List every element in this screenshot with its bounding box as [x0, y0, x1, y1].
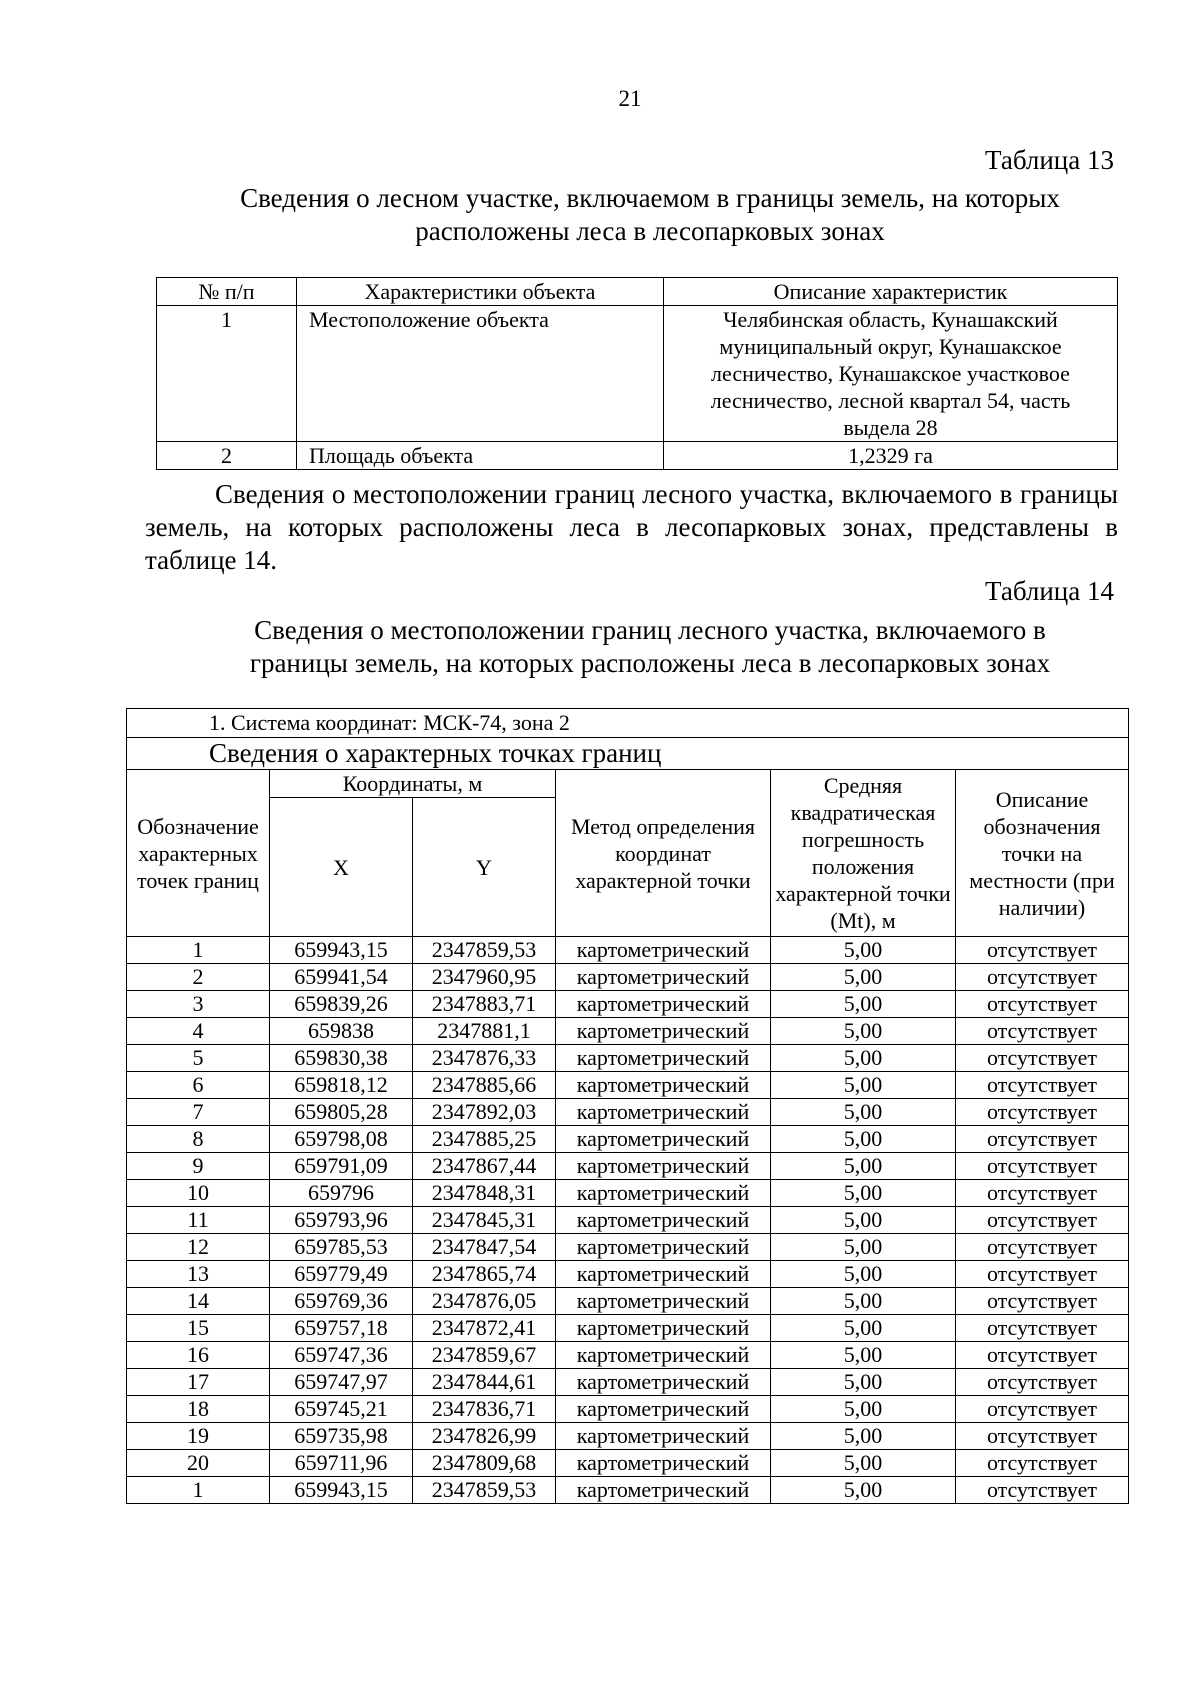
cell-x: 659941,54	[270, 964, 413, 991]
coordinate-system-row	[127, 709, 1129, 738]
cell-method: картометрический	[556, 1207, 771, 1234]
table13-cell-num: 1	[157, 306, 297, 442]
cell-error: 5,00	[771, 937, 956, 964]
table13-label: Таблица 13	[985, 145, 1114, 175]
cell-method: картометрический	[556, 1423, 771, 1450]
cell-y: 2347859,53	[413, 1477, 556, 1504]
cell-point: 5	[127, 1045, 270, 1072]
table-row	[127, 1207, 1129, 1234]
cell-error: 5,00	[771, 1153, 956, 1180]
cell-desc: отсутствует	[956, 1450, 1129, 1477]
cell-point: 1	[127, 937, 270, 964]
cell-desc: отсутствует	[956, 1477, 1129, 1504]
cell-x: 659793,96	[270, 1207, 413, 1234]
cell-x: 659745,21	[270, 1396, 413, 1423]
cell-error: 5,00	[771, 1477, 956, 1504]
table13-header-characteristic: Характеристики объекта	[297, 278, 664, 306]
reference-paragraph-text: Сведения о местоположении границ лесного участка, включаемого в границы земель, на которых расположены леса в лесопарковых зонах, представлены в таблице 14.	[145, 479, 1118, 575]
cell-point: 13	[127, 1261, 270, 1288]
cell-error: 5,00	[771, 1342, 956, 1369]
header-method: Метод определения координат характерной точки	[556, 770, 771, 937]
cell-error: 5,00	[771, 1396, 956, 1423]
table-row	[127, 937, 1129, 964]
table13-cell-desc: Челябинская область, Кунашакский муниципальный округ, Кунашакское лесничество, Кунашакское участковое лесничество, лесной квартал 54, часть выдела 28	[664, 306, 1118, 442]
cell-error: 5,00	[771, 1045, 956, 1072]
cell-x: 659838	[270, 1018, 413, 1045]
table-row	[127, 1342, 1129, 1369]
cell-x: 659757,18	[270, 1315, 413, 1342]
cell-y: 2347885,66	[413, 1072, 556, 1099]
cell-error: 5,00	[771, 1315, 956, 1342]
cell-desc: отсутствует	[956, 1180, 1129, 1207]
cell-error: 5,00	[771, 1207, 956, 1234]
cell-y: 2347867,44	[413, 1153, 556, 1180]
reference-paragraph	[145, 478, 1118, 577]
table13-header-num: № п/п	[157, 278, 297, 306]
cell-x: 659747,97	[270, 1369, 413, 1396]
table14	[126, 708, 1129, 1504]
cell-point: 10	[127, 1180, 270, 1207]
cell-x: 659805,28	[270, 1099, 413, 1126]
cell-y: 2347826,99	[413, 1423, 556, 1450]
table-row	[127, 1369, 1129, 1396]
cell-y: 2347885,25	[413, 1126, 556, 1153]
cell-x: 659711,96	[270, 1450, 413, 1477]
coordinate-system: 1. Система координат: МСК-74, зона 2	[127, 709, 1129, 738]
cell-x: 659785,53	[270, 1234, 413, 1261]
cell-point: 7	[127, 1099, 270, 1126]
cell-y: 2347836,71	[413, 1396, 556, 1423]
cell-error: 5,00	[771, 1288, 956, 1315]
cell-point: 15	[127, 1315, 270, 1342]
cell-error: 5,00	[771, 1261, 956, 1288]
cell-method: картометрический	[556, 1180, 771, 1207]
cell-error: 5,00	[771, 1180, 956, 1207]
table-row	[127, 1153, 1129, 1180]
cell-y: 2347859,67	[413, 1342, 556, 1369]
cell-point: 11	[127, 1207, 270, 1234]
table-row	[127, 991, 1129, 1018]
cell-point: 20	[127, 1450, 270, 1477]
cell-method: картометрический	[556, 1369, 771, 1396]
cell-desc: отсутствует	[956, 937, 1129, 964]
cell-y: 2347881,1	[413, 1018, 556, 1045]
cell-point: 9	[127, 1153, 270, 1180]
cell-error: 5,00	[771, 1423, 956, 1450]
cell-desc: отсутствует	[956, 1261, 1129, 1288]
cell-method: картометрический	[556, 1099, 771, 1126]
cell-x: 659943,15	[270, 937, 413, 964]
section-title: Сведения о характерных точках границ	[127, 738, 1129, 770]
cell-y: 2347848,31	[413, 1180, 556, 1207]
cell-desc: отсутствует	[956, 1072, 1129, 1099]
table-row	[157, 306, 1118, 442]
cell-method: картометрический	[556, 1450, 771, 1477]
table13-caption	[150, 182, 1150, 248]
table-row	[127, 1234, 1129, 1261]
cell-method: картометрический	[556, 1153, 771, 1180]
cell-point: 8	[127, 1126, 270, 1153]
table-row	[127, 1045, 1129, 1072]
cell-error: 5,00	[771, 1450, 956, 1477]
table13-cell-name: Местоположение объекта	[297, 306, 664, 442]
cell-y: 2347845,31	[413, 1207, 556, 1234]
cell-x: 659839,26	[270, 991, 413, 1018]
cell-error: 5,00	[771, 1099, 956, 1126]
cell-y: 2347865,74	[413, 1261, 556, 1288]
cell-point: 16	[127, 1342, 270, 1369]
header-error: Средняя квадратическая погрешность положения характерной точки (Mt), м	[771, 770, 956, 937]
table13-cell-desc: 1,2329 га	[664, 442, 1118, 470]
cell-x: 659798,08	[270, 1126, 413, 1153]
cell-error: 5,00	[771, 1369, 956, 1396]
table13-caption-line2: расположены леса в лесопарковых зонах	[415, 216, 885, 246]
cell-point: 12	[127, 1234, 270, 1261]
cell-point: 3	[127, 991, 270, 1018]
cell-method: картометрический	[556, 1234, 771, 1261]
table-row	[157, 442, 1118, 470]
cell-method: картометрический	[556, 1477, 771, 1504]
table13-caption-line1: Сведения о лесном участке, включаемом в границы земель, на которых	[240, 183, 1060, 213]
cell-y: 2347872,41	[413, 1315, 556, 1342]
cell-desc: отсутствует	[956, 964, 1129, 991]
cell-method: картометрический	[556, 1288, 771, 1315]
table-row	[127, 1099, 1129, 1126]
table-row	[127, 1450, 1129, 1477]
cell-method: картометрический	[556, 1072, 771, 1099]
cell-desc: отсутствует	[956, 1396, 1129, 1423]
cell-method: картометрический	[556, 1396, 771, 1423]
cell-x: 659735,98	[270, 1423, 413, 1450]
cell-y: 2347844,61	[413, 1369, 556, 1396]
cell-desc: отсутствует	[956, 1288, 1129, 1315]
table-row	[127, 1288, 1129, 1315]
table-row	[127, 1477, 1129, 1504]
cell-y: 2347876,05	[413, 1288, 556, 1315]
cell-desc: отсутствует	[956, 1207, 1129, 1234]
table-row	[127, 1180, 1129, 1207]
cell-x: 659791,09	[270, 1153, 413, 1180]
cell-y: 2347809,68	[413, 1450, 556, 1477]
header-x: X	[270, 798, 413, 937]
cell-method: картометрический	[556, 1261, 771, 1288]
cell-desc: отсутствует	[956, 1234, 1129, 1261]
cell-point: 2	[127, 964, 270, 991]
cell-point: 17	[127, 1369, 270, 1396]
table-row	[127, 1072, 1129, 1099]
table13-cell-num: 2	[157, 442, 297, 470]
cell-point: 14	[127, 1288, 270, 1315]
cell-desc: отсутствует	[956, 1342, 1129, 1369]
cell-error: 5,00	[771, 1072, 956, 1099]
page-number: 21	[618, 86, 642, 111]
table-row	[127, 1396, 1129, 1423]
table14-body	[127, 937, 1129, 1504]
table13-cell-name: Площадь объекта	[297, 442, 664, 470]
cell-method: картометрический	[556, 1342, 771, 1369]
table-row	[127, 1126, 1129, 1153]
table-row	[127, 1315, 1129, 1342]
section-title-row	[127, 738, 1129, 770]
cell-point: 19	[127, 1423, 270, 1450]
cell-x: 659769,36	[270, 1288, 413, 1315]
header-y: Y	[413, 798, 556, 937]
cell-error: 5,00	[771, 1018, 956, 1045]
cell-point: 6	[127, 1072, 270, 1099]
cell-y: 2347876,33	[413, 1045, 556, 1072]
cell-method: картометрический	[556, 1018, 771, 1045]
table14-caption-line2: границы земель, на которых расположены леса в лесопарковых зонах	[249, 648, 1051, 678]
cell-error: 5,00	[771, 1126, 956, 1153]
table-row	[127, 964, 1129, 991]
cell-method: картометрический	[556, 1045, 771, 1072]
cell-x: 659943,15	[270, 1477, 413, 1504]
cell-error: 5,00	[771, 964, 956, 991]
table14-label: Таблица 14	[985, 576, 1114, 606]
cell-desc: отсутствует	[956, 1153, 1129, 1180]
cell-point: 18	[127, 1396, 270, 1423]
cell-method: картометрический	[556, 991, 771, 1018]
cell-desc: отсутствует	[956, 1099, 1129, 1126]
cell-point: 1	[127, 1477, 270, 1504]
table14-header-row	[127, 770, 1129, 798]
cell-method: картометрический	[556, 937, 771, 964]
cell-desc: отсутствует	[956, 1369, 1129, 1396]
cell-x: 659818,12	[270, 1072, 413, 1099]
table-row	[127, 1423, 1129, 1450]
cell-y: 2347847,54	[413, 1234, 556, 1261]
cell-error: 5,00	[771, 991, 956, 1018]
table-row	[127, 1018, 1129, 1045]
cell-x: 659747,36	[270, 1342, 413, 1369]
cell-desc: отсутствует	[956, 991, 1129, 1018]
header-coords: Координаты, м	[270, 770, 556, 798]
cell-method: картометрический	[556, 1315, 771, 1342]
table-row	[127, 1261, 1129, 1288]
table14-caption	[150, 614, 1150, 680]
cell-desc: отсутствует	[956, 1018, 1129, 1045]
cell-y: 2347859,53	[413, 937, 556, 964]
cell-x: 659830,38	[270, 1045, 413, 1072]
cell-x: 659779,49	[270, 1261, 413, 1288]
cell-point: 4	[127, 1018, 270, 1045]
cell-method: картометрический	[556, 964, 771, 991]
cell-desc: отсутствует	[956, 1126, 1129, 1153]
cell-x: 659796	[270, 1180, 413, 1207]
cell-error: 5,00	[771, 1234, 956, 1261]
cell-method: картометрический	[556, 1126, 771, 1153]
cell-y: 2347883,71	[413, 991, 556, 1018]
header-point: Обозначение характерных точек границ	[127, 770, 270, 937]
cell-y: 2347960,95	[413, 964, 556, 991]
table13-header-row	[157, 278, 1118, 306]
cell-desc: отсутствует	[956, 1423, 1129, 1450]
cell-y: 2347892,03	[413, 1099, 556, 1126]
table13	[156, 277, 1118, 470]
table13-header-description: Описание характеристик	[664, 278, 1118, 306]
cell-desc: отсутствует	[956, 1315, 1129, 1342]
table14-caption-line1: Сведения о местоположении границ лесного участка, включаемого в	[254, 615, 1046, 645]
header-desc: Описание обозначения точки на местности (при наличии)	[956, 770, 1129, 937]
cell-desc: отсутствует	[956, 1045, 1129, 1072]
